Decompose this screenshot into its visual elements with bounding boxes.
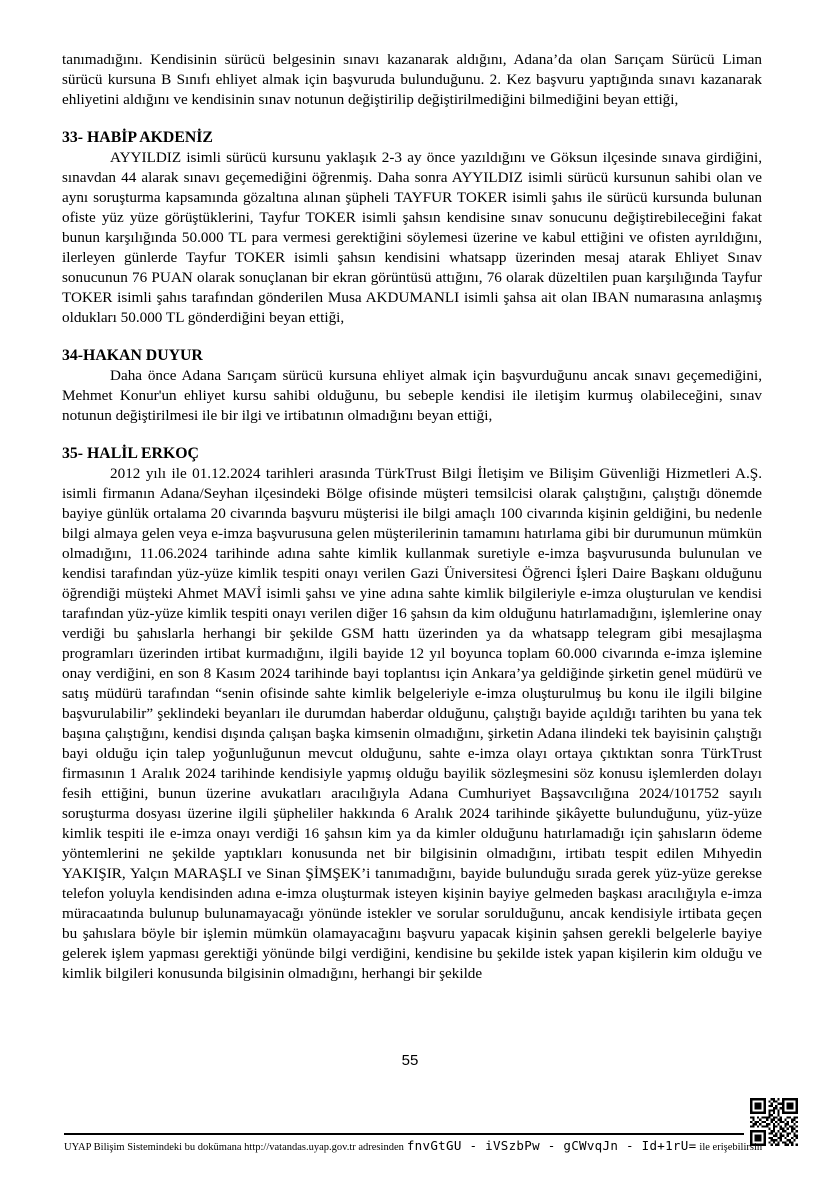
page-number: 55 bbox=[401, 1052, 419, 1069]
qr-code bbox=[750, 1098, 798, 1146]
section-heading-33: 33- HABİP AKDENİZ bbox=[62, 129, 213, 146]
page-footer bbox=[64, 1133, 763, 1153]
footer-access-code: fnvGtGU - iVSzbPw - gCWvqJn - Id+1rU= bbox=[406, 1138, 697, 1153]
footer-access-suffix: ile erişebilirsin bbox=[699, 1142, 763, 1153]
footer-access-prefix: UYAP Bilişim Sistemindeki bu dokümana http://vatandas.uyap.gov.tr adresinden bbox=[64, 1142, 404, 1153]
section-body-35: 2012 yılı ile 01.12.2024 tarihleri arasında TürkTrust Bilgi İletişim ve Bilişim Güvenliği Hizmetleri A.Ş. isimli firmanın Adana/Seyhan ilçesindeki Bölge ofisinde müşteri temsilcisi olarak çalıştığını, çalıştığı dönemde bayiye günlük ortalama 20 civarında başvuru müşterisi ile bilgi amaçlı 100 civarında kişinin geldiğini, bu nedenle bilgi almaya gelen veya e-imza başvurusuna gelen müşterilerinin tamamını hatırlama gibi bir durumunun mümkün olmadığını, 11.06.2024 tarihinde adına sahte kimlik kullanmak suretiyle e-imza başvurusunda bulunulan ve kendisi tarafından yüz-yüze kimlik tespiti onayı verilen Gazi Üniversitesi Öğrenci İşleri Daire Başkanı olduğunu öğrendiği müşteki Ahmet MAVİ isimli şahsı ve yine adına sahte kimlik bilgileriyle e-imza oluşturulan ve kendisi tarafından yüz-yüze kimlik tespiti onayı verilen diğer 16 şahsın da kim olduğunu hatırlamadığını, işlemlerine onay verdiği bu şahıslarla herhangi bir şekilde GSM hattı üzerinden ya da whatsapp telegram gibi mesajlaşma programları üzerinden irtibat kurmadığını, ilgili bayide 12 yıl boyunca toplam 60.000 civarında e-imza işlemine onay verdiğini, en son 8 Kasım 2024 tarihinde bayi toplantısı için Ankara’ya geldiğinde şirketin genel müdürü ve satış müdürü tarafından “senin ofisinde sahte kimlik belgeleriyle e-imza oluşturulmuş bu konu ile ilgili bilgine başvurulabilir” şeklindeki beyanları ile durumdan haberdar olduğunu, çalıştığı bayide açıldığı tarihten bu yana tek başına çalıştığını, kendisi dışında çalışan başka kimsenin olmadığını, şirketin Adana ilindeki tek bayisinin çalıştığı bayi olduğu için talep yoğunluğunun mevcut olduğunu, sahte e-imza olayı ortaya çıktıktan sonra TürkTrust firmasının 1 Aralık 2024 tarihinde kendisiyle yapmış olduğu bayilik sözleşmesini söz konusu işlemlerden dolayı fesih ettiğini, bunun üzerine avukatları aracılığıyla Adana Cumhuriyet Başsavcılığına 2024/101752 sayılı soruşturma dosyası üzerine ilgili şüpheliler hakkında 6 Aralık 2024 tarihinde şikâyette bulunduğunu, yüz-yüze kimlik tespiti ile e-imza onayı verdiği 16 şahsın kim ya da kimler olduğunu hatırlamadığı için şahısların ödeme yöntemlerini ne şekilde yaptıkları konusunda net bir bilgisinin olmadığını, irtibatı tespit edilen Mıhyedin YAKIŞIR, Yalçın MARAŞLI ve Sinan ŞİMŞEK’i tanımadığını, bayide bulunduğu sırada gerek yüz-yüze gerekse telefon yoluyla kendisinden adına e-imza oluşturmak isteyen kişinin bayiye gelmeden başkası aracılığıyla e-imza müracaatında bulunup bulunamayacağı yönünde istekler ve sorular sorulduğunu, ancak kendisiyle irtibata geçen bu şahıslara böyle bir işlemin mümkün olamayacağını başvuru yapacak kişinin şahsen gerekli belgelerle bayiye gelerek işlem yapması gerektiği yönünde bilgi verdiğini, kendisine bu şekilde istek yapan kişilerin kim olduğu ve kimlik bilgileri konusunda bilgisinin olmadığını, herhangi bir şekilde bbox=[62, 465, 762, 982]
document-body bbox=[62, 50, 762, 984]
section-body-33: AYYILDIZ isimli sürücü kursunu yaklaşık 2-3 ay önce yazıldığını ve Göksun ilçesinde sınava girdiğini, sınavdan 44 alarak sınavı geçemediğini öğrenmiş. Daha sonra AYYILDIZ isimli sürücü kursunun sahibi olan ve aynı soruşturma kapsamında gözaltına alınan şüpheli TAYFUR TOKER isimli şahıs ile sürücü kursunda bulunan ofiste yüz yüze görüştüklerini, Tayfur TOKER isimli şahsın kendisine sınav sonucunu değiştirebileceğini fakat bunun karşılığında 50.000 TL para vermesi gerektiğini söylemesi üzerine ve kabul ettiğini ve ofisten ayrıldığını, ilerleyen günlerde Tayfur TOKER isimli şahsın kendisini whatsapp üzerinden mesaj atarak Ehliyet Sınav sonucunun 76 PUAN olarak sonuçlanan bir ekran görüntüsü attığını, 76 olarak düzeltilen puan karşılığında Tayfur TOKER isimli şahıs tarafından gönderilen Musa AKDUMANLI isimli şahsa ait olan IBAN numarasına anlaşmış oldukları 50.000 TL gönderdiğini beyan ettiği, bbox=[62, 149, 762, 326]
section-heading-35: 35- HALİL ERKOÇ bbox=[62, 445, 199, 462]
continuation-paragraph: tanımadığını. Kendisinin sürücü belgesinin sınavı kazanarak aldığını, Adana’da olan Sarıçam Sürücü Liman sürücü kursuna B Sınıfı ehliyet almak için başvuruda bulunduğunu. 2. Kez başvuru yaptığında sınavı kazanarak ehliyetini aldığını ve kendisinin sınav notunun değiştirilip değiştirilmediğini bilmediğini beyan ettiği, bbox=[62, 51, 762, 108]
footer-rule bbox=[64, 1133, 744, 1135]
footer-access-line bbox=[64, 1138, 763, 1153]
section-heading-34: 34-HAKAN DUYUR bbox=[62, 347, 203, 364]
section-body-34: Daha önce Adana Sarıçam sürücü kursuna ehliyet almak için başvurduğunu ancak sınavı geçemediğini, Mehmet Konur'un ehliyet kursu sahibi olduğunu, bu sebeple kendisi ile iletişim kurmuş olabileceğini, sınav notunun değiştirilmesi ile bir ilgi ve irtibatının olmadığını beyan ettiği, bbox=[62, 367, 762, 424]
